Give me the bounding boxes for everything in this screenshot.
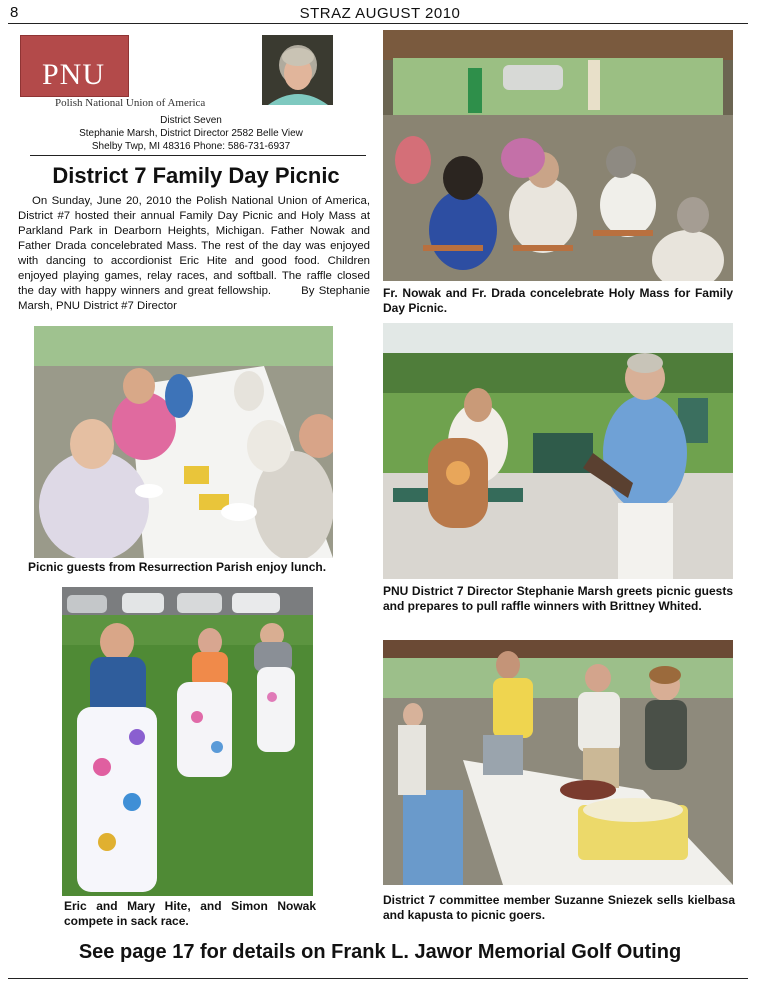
pnu-org-name: Polish National Union of America	[55, 97, 206, 109]
footer-rule	[8, 978, 748, 979]
caption-sack-race: Eric and Mary Hite, and Simon Nowak compete in sack race.	[64, 899, 316, 928]
pnu-logo-letters: PNU	[41, 58, 105, 91]
kielbasa-sale-photo	[383, 640, 733, 885]
article-body	[18, 194, 370, 314]
caption-picnic-lunch: Picnic guests from Resurrection Parish enjoy lunch.	[28, 560, 327, 574]
caption-holy-mass: Fr. Nowak and Fr. Drada concelebrate Holy Mass for Family Day Picnic.	[383, 286, 733, 315]
publication-header: STRAZ AUGUST 2010	[299, 5, 461, 22]
district-city-phone: Shelby Twp, MI 48316 Phone: 586-731-6937	[91, 141, 291, 152]
sack-race-photo	[62, 587, 313, 896]
header-rule	[8, 23, 748, 24]
golf-outing-notice: See page 17 for details on Frank L. Jawor Memorial Golf Outing	[78, 941, 682, 963]
district-name: District Seven	[160, 115, 222, 126]
caption-raffle-greeting: PNU District 7 Director Stephanie Marsh greets picnic guests and prepares to pull raffle winners with Brittney Whited.	[383, 584, 733, 613]
picnic-lunch-photo	[34, 326, 333, 558]
director-portrait-photo	[262, 35, 333, 105]
article-byline: By Stephanie Marsh, PNU District #7 Director	[18, 285, 371, 312]
district-director-address: Stephanie Marsh, District Director 2582 Belle View	[79, 128, 303, 139]
caption-kielbasa-sale: District 7 committee member Suzanne Sniezek sells kielbasa and kapusta to picnic goers.	[383, 893, 735, 922]
section-rule	[30, 155, 366, 156]
raffle-greeting-photo	[383, 323, 733, 579]
article-text: On Sunday, June 20, 2010 the Polish National Union of America, District #7 hosted their annual Family Day Picnic and Holy Mass at Parkland Park in Dearborn Heights, Michigan. Father Nowak and Father Drada concelebrated Mass. The rest of the day was enjoyed with dancing to accordionist Eric Hite and good food. Children enjoyed playing games, relay races, and softball. The raffle closed the day with happy winners and great fellowship.	[18, 195, 370, 297]
article-title: District 7 Family Day Picnic	[52, 163, 340, 188]
holy-mass-photo	[383, 30, 733, 281]
district-contact-info	[26, 114, 356, 153]
page-number: 8	[10, 4, 19, 21]
